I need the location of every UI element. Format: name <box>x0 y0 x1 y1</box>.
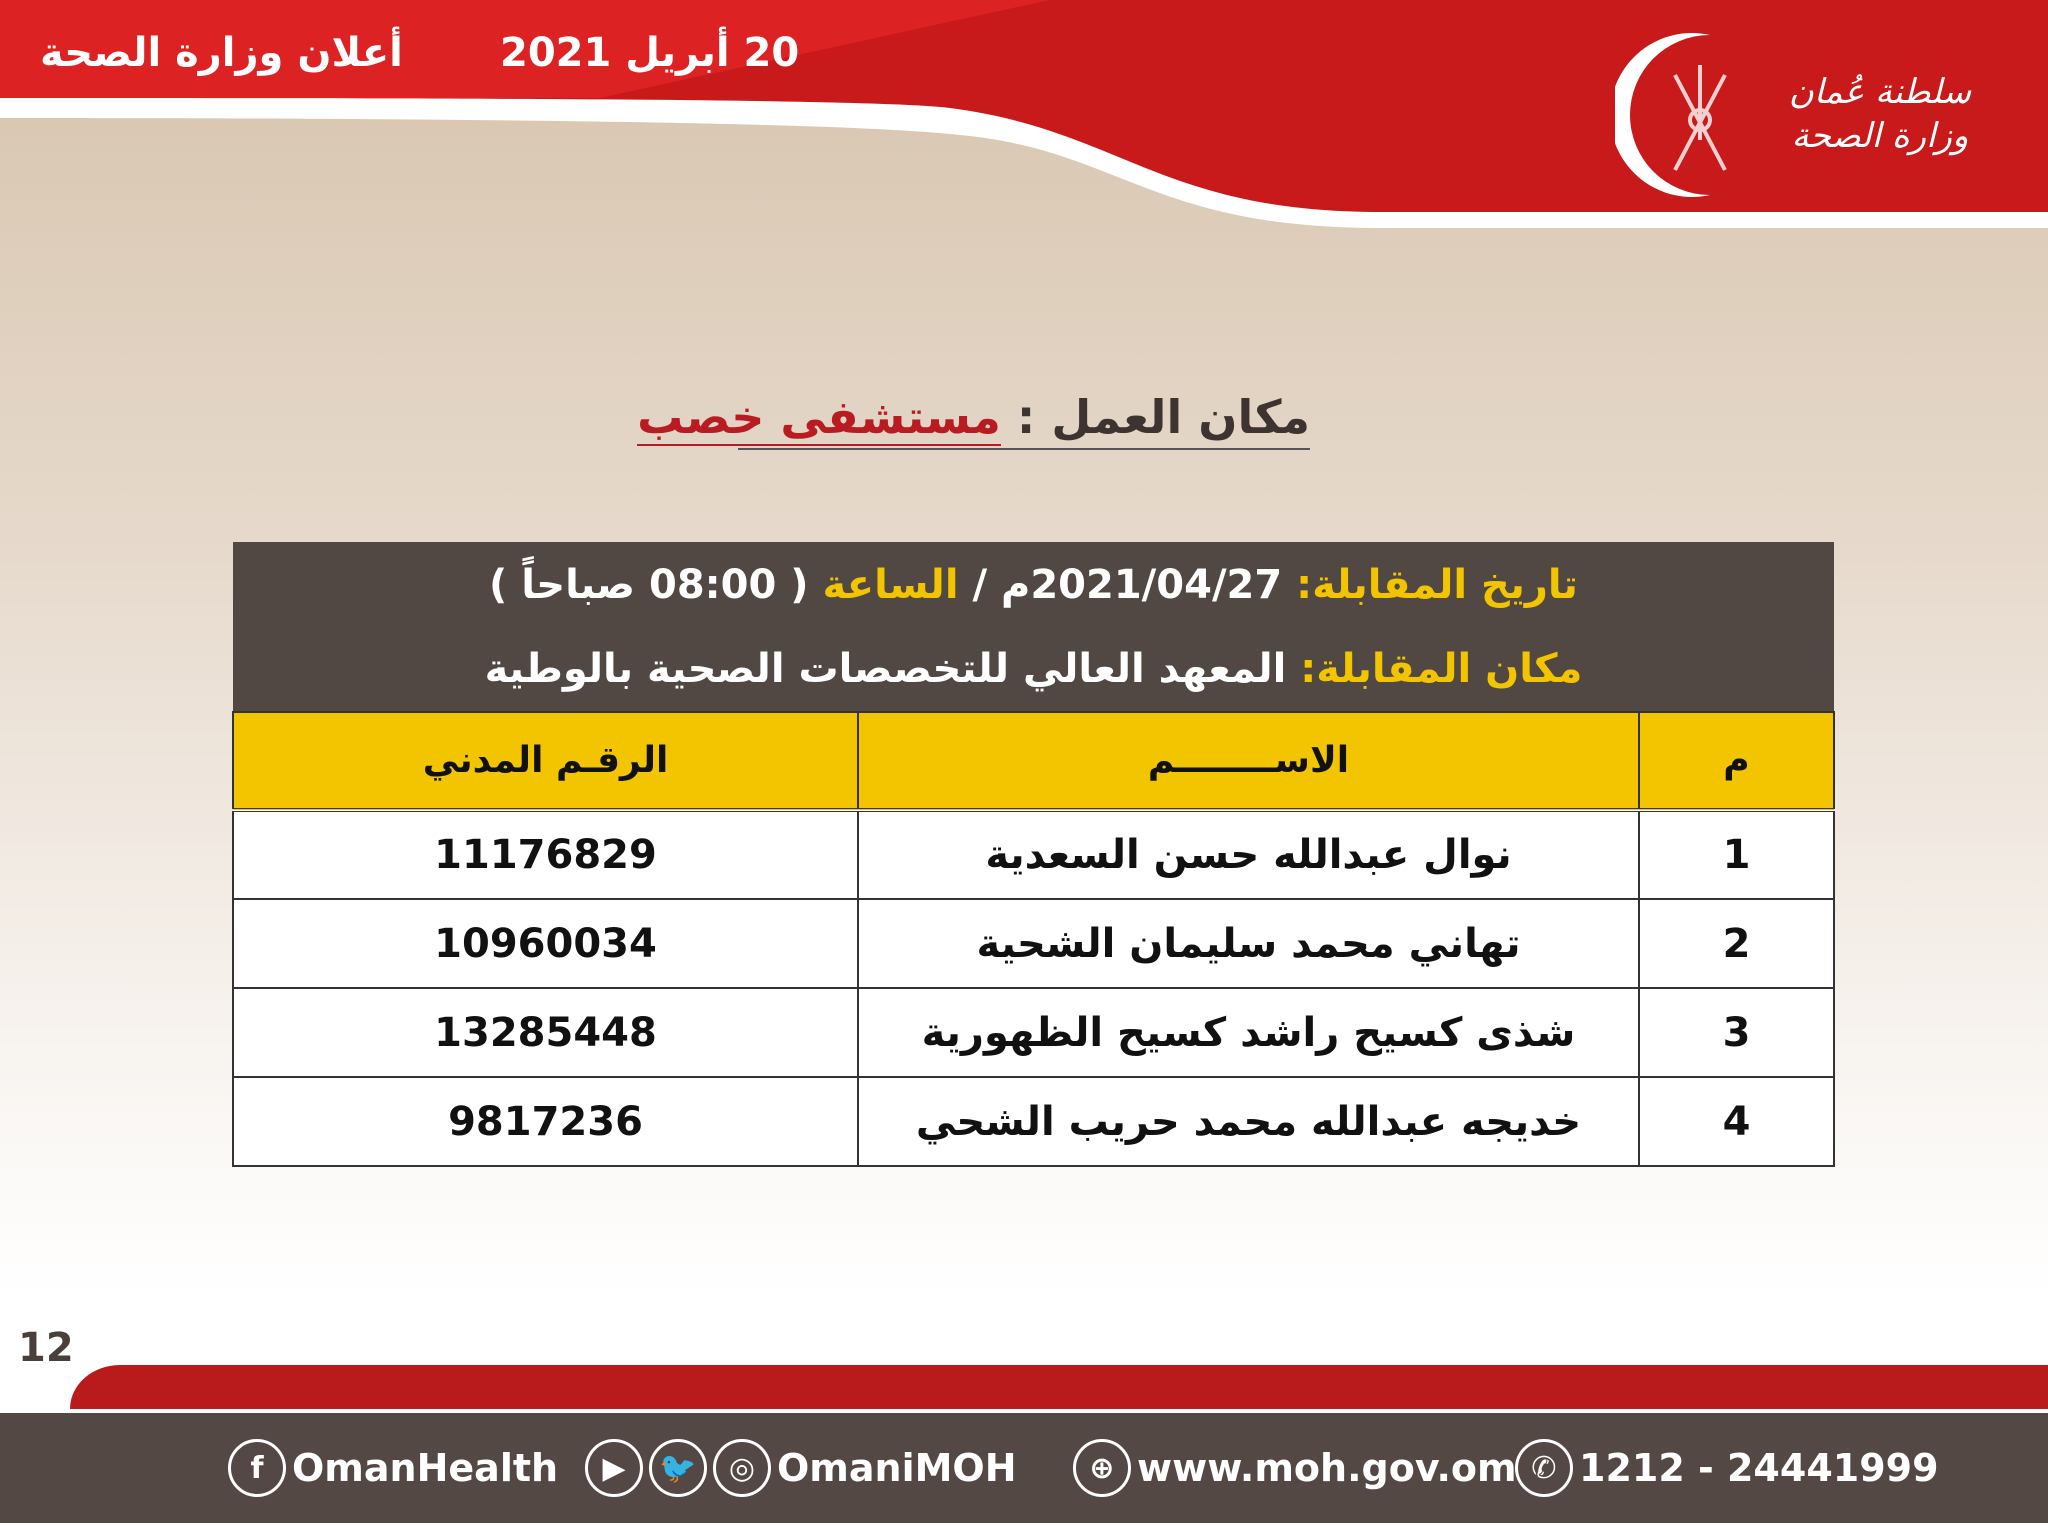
workplace-value: مستشفى خصب <box>637 390 1001 444</box>
youtube-icon: ▶ <box>585 1439 643 1497</box>
facebook-handle: OmanHealth <box>292 1446 559 1490</box>
interview-date-value: 2021/04/27م / <box>972 561 1283 608</box>
instagram-icon: ◎ <box>713 1439 771 1497</box>
social-links[interactable] <box>585 1439 1017 1497</box>
social-handle: OmaniMOH <box>777 1446 1017 1490</box>
interview-place-row <box>233 627 1834 712</box>
twitter-icon: 🐦 <box>649 1439 707 1497</box>
header-num: م <box>1639 712 1834 810</box>
header-name: الاســــــــم <box>858 712 1639 810</box>
candidates-table <box>232 542 1835 1167</box>
logo-line-2: وزارة الصحة <box>1791 116 1969 156</box>
table-row <box>233 988 1834 1077</box>
khanjar-emblem-icon <box>1675 65 1725 170</box>
cell-num: 1 <box>1639 810 1834 899</box>
cell-num: 2 <box>1639 899 1834 988</box>
table-header-row <box>233 712 1834 810</box>
cell-name: تهاني محمد سليمان الشحية <box>858 899 1639 988</box>
cell-civil-id: 10960034 <box>233 899 858 988</box>
logo-text <box>1760 70 2000 158</box>
workplace-title <box>637 390 1310 450</box>
cell-num: 4 <box>1639 1077 1834 1166</box>
website-link[interactable] <box>1073 1439 1517 1497</box>
interview-place-label: مكان المقابلة: <box>1300 646 1583 692</box>
interview-time-value: ( 08:00 صباحاً ) <box>489 561 809 608</box>
footer <box>0 1413 2048 1523</box>
logo-line-1: سلطنة عُمان <box>1788 72 1972 112</box>
announcement-date: 20 أبريل 2021 <box>500 30 800 76</box>
facebook-link[interactable] <box>228 1439 558 1497</box>
workplace-label: مكان العمل : <box>1016 390 1310 444</box>
table-row <box>233 899 1834 988</box>
interview-date-label: تاريخ المقابلة: <box>1296 561 1578 608</box>
cell-civil-id: 11176829 <box>233 810 858 899</box>
cell-name: خديجه عبدالله محمد حريب الشحي <box>858 1077 1639 1166</box>
cell-name: شذى كسيح راشد كسيح الظهورية <box>858 988 1639 1077</box>
announcement-title: أعلان وزارة الصحة <box>40 30 403 76</box>
cell-name: نوال عبدالله حسن السعدية <box>858 810 1639 899</box>
table-row <box>233 810 1834 899</box>
website-url: www.moh.gov.om <box>1137 1446 1517 1490</box>
page-number: 12 <box>18 1325 74 1371</box>
phone-link[interactable] <box>1515 1439 1939 1497</box>
cell-num: 3 <box>1639 988 1834 1077</box>
interview-place-value: المعهد العالي للتخصصات الصحية بالوطية <box>484 646 1287 692</box>
table-row <box>233 1077 1834 1166</box>
cell-civil-id: 13285448 <box>233 988 858 1077</box>
header-civil-id: الرقـم المدني <box>233 712 858 810</box>
interview-time-label: الساعة <box>822 561 959 608</box>
globe-icon: ⊕ <box>1073 1439 1131 1497</box>
phone-number: 1212 - 24441999 <box>1579 1446 1939 1490</box>
footer-red-band <box>70 1365 2048 1409</box>
facebook-icon: f <box>228 1439 286 1497</box>
cell-civil-id: 9817236 <box>233 1077 858 1166</box>
phone-icon: ✆ <box>1515 1439 1573 1497</box>
interview-date-row <box>233 542 1834 627</box>
